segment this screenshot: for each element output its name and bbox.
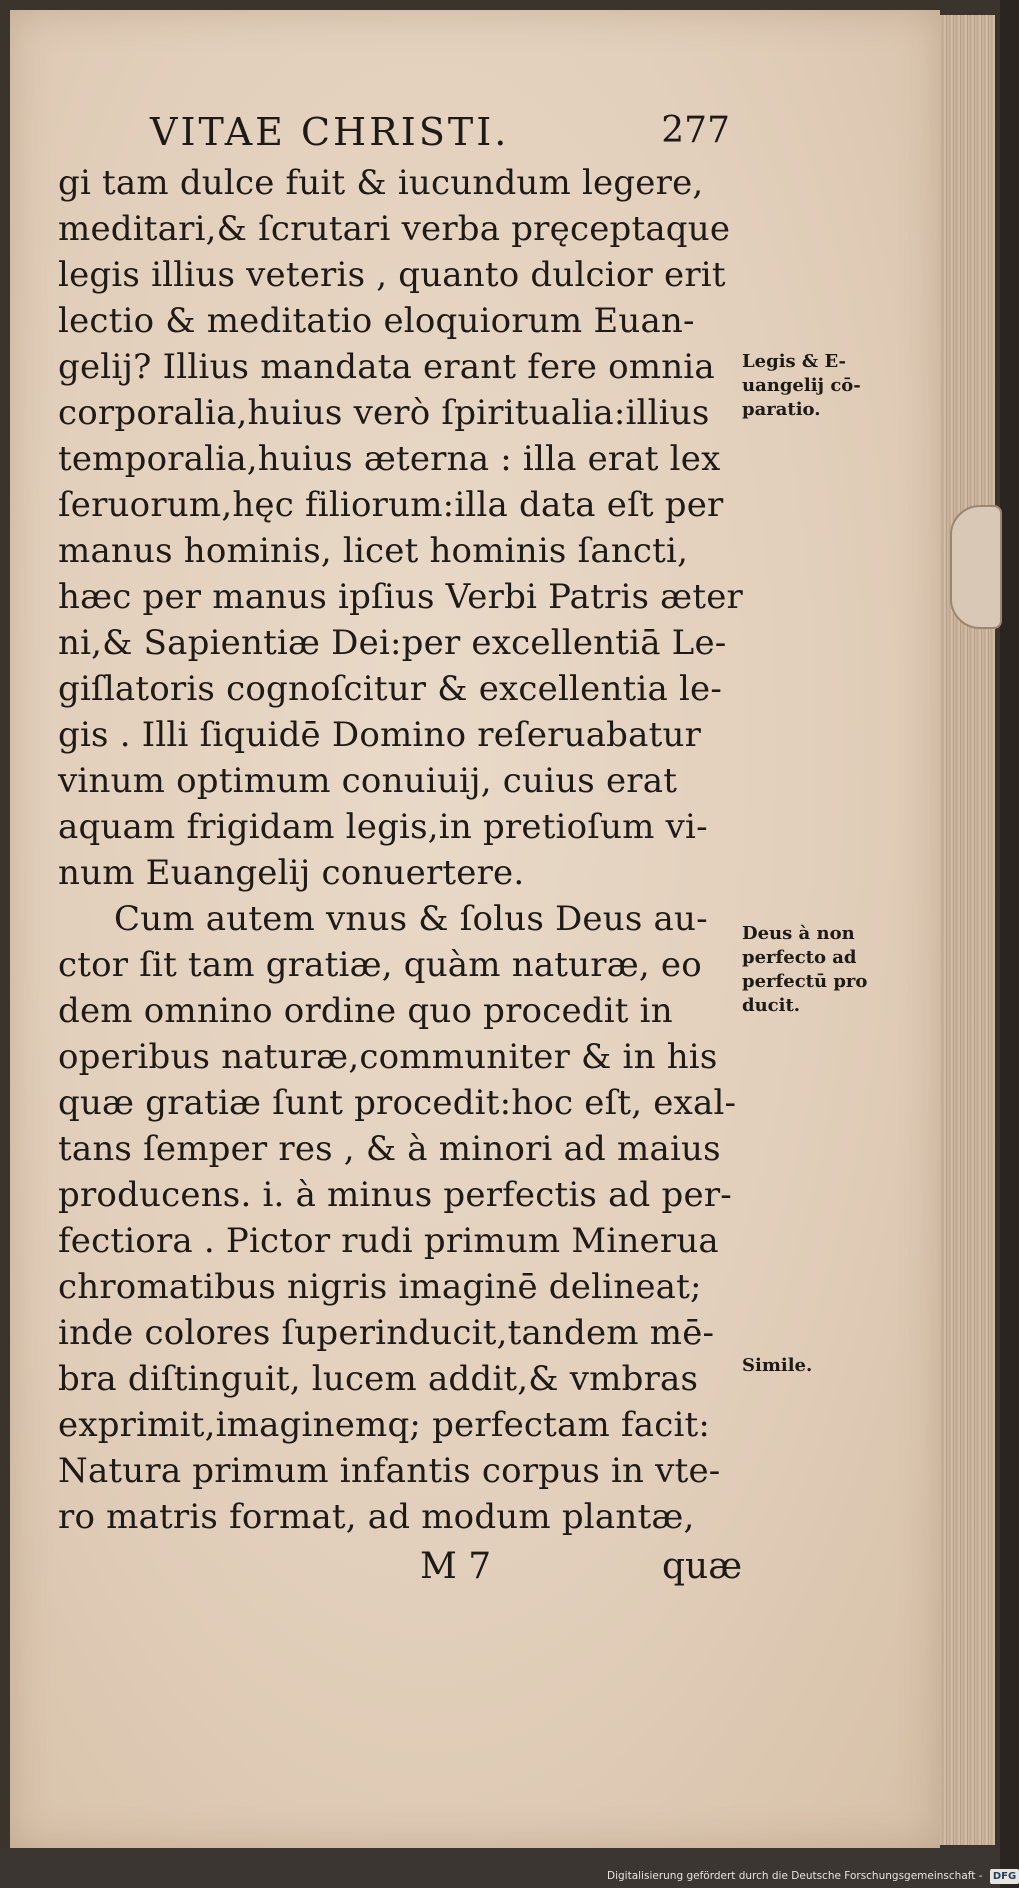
book-page [10,10,940,1848]
paragraph-start-line: Cum autem vnus & ſolus Deus au- [114,899,708,939]
signature-mark: M 7 [420,1546,492,1587]
marginal-note-line: ducit. [742,995,801,1016]
marginal-note-simile [742,1354,812,1378]
text-line: giſlatoris cognoſcitur & excellentia le- [58,669,723,709]
digitization-credit [607,1866,1019,1886]
text-line: ctor ſit tam gratiæ, quàm naturæ, eo [58,945,702,985]
text-line: ſeruorum,hęc filiorum:illa data eſt per [58,485,724,525]
marginal-note-line: paratio. [742,399,821,420]
running-head [150,110,730,160]
catchword: quæ [662,1546,743,1587]
credit-text: Digitalisierung gefördert durch die Deutsche Forschungsgemeinschaft - [607,1870,983,1882]
text-line: manus hominis, licet hominis ſancti, [58,531,689,571]
marginal-note-line: Simile. [742,1355,813,1376]
running-title: VITAE CHRISTI. [150,110,510,154]
text-line: aquam frigidam legis,in pretioſum vi- [58,807,708,847]
text-line: lectio & meditatio eloquiorum Euan- [58,301,695,341]
text-line: hæc per manus ipſius Verbi Patris æter [58,577,743,617]
text-line: gis . Illi ſiquidē Domino reſeruabatur [58,715,702,755]
text-line: ni,& Sapientiæ Dei:per excellentiā Le- [58,623,727,663]
book-fore-edge [940,15,995,1845]
text-line: dem omnino ordine quo procedit in [58,991,673,1031]
text-line: Natura primum infantis corpus in vte- [58,1451,721,1491]
dfg-logo-icon: DFG [990,1869,1019,1884]
marginal-note-line: perfecto ad [742,947,857,968]
marginal-note-line: Legis & E- [742,351,846,372]
text-line: operibus naturæ,communiter & in his [58,1037,718,1077]
text-line: producens. i. à minus perfectis ad per- [58,1175,732,1215]
marginal-note-line: perfectū pro [742,971,868,992]
text-line: tans ſemper res , & à minori ad maius [58,1129,721,1169]
text-line: quæ gratiæ ſunt procedit:hoc eſt, exal- [58,1083,737,1123]
text-line: temporalia,huius æterna : illa erat lex [58,439,721,479]
page-tab-marker [950,505,1002,629]
body-text [58,160,758,1540]
page-number: 277 [661,110,730,151]
text-line: legis illius veteris , quanto dulcior erit [58,255,726,295]
text-line: fectiora . Pictor rudi primum Minerua [58,1221,719,1261]
text-line: gelij? Illius mandata erant fere omnia [58,347,715,387]
text-line: exprimit,imaginemq; perfectam facit: [58,1405,711,1445]
marginal-note-deus [742,922,867,1018]
text-line: inde colores ſuperinducit,tandem mē- [58,1313,715,1353]
page-footer [10,1546,940,1596]
text-line: ro matris format, ad modum plantæ, [58,1497,695,1537]
text-line: corporalia,huius verò ſpiritualia:illius [58,393,710,433]
text-line: vinum optimum conuiuij, cuius erat [58,761,678,801]
marginal-note-line: uangelij cō- [742,375,861,396]
text-line: meditari,& ſcrutari verba pręceptaque [58,209,731,249]
text-line: chromatibus nigris imaginē delineat; [58,1267,702,1307]
text-line: gi tam dulce fuit & iucundum legere, [58,163,704,203]
marginal-note-law-gospel [742,350,861,422]
marginal-note-line: Deus à non [742,923,855,944]
text-line: num Euangelij conuertere. [58,853,525,893]
text-line: bra diſtinguit, lucem addit,& vmbras [58,1359,699,1399]
